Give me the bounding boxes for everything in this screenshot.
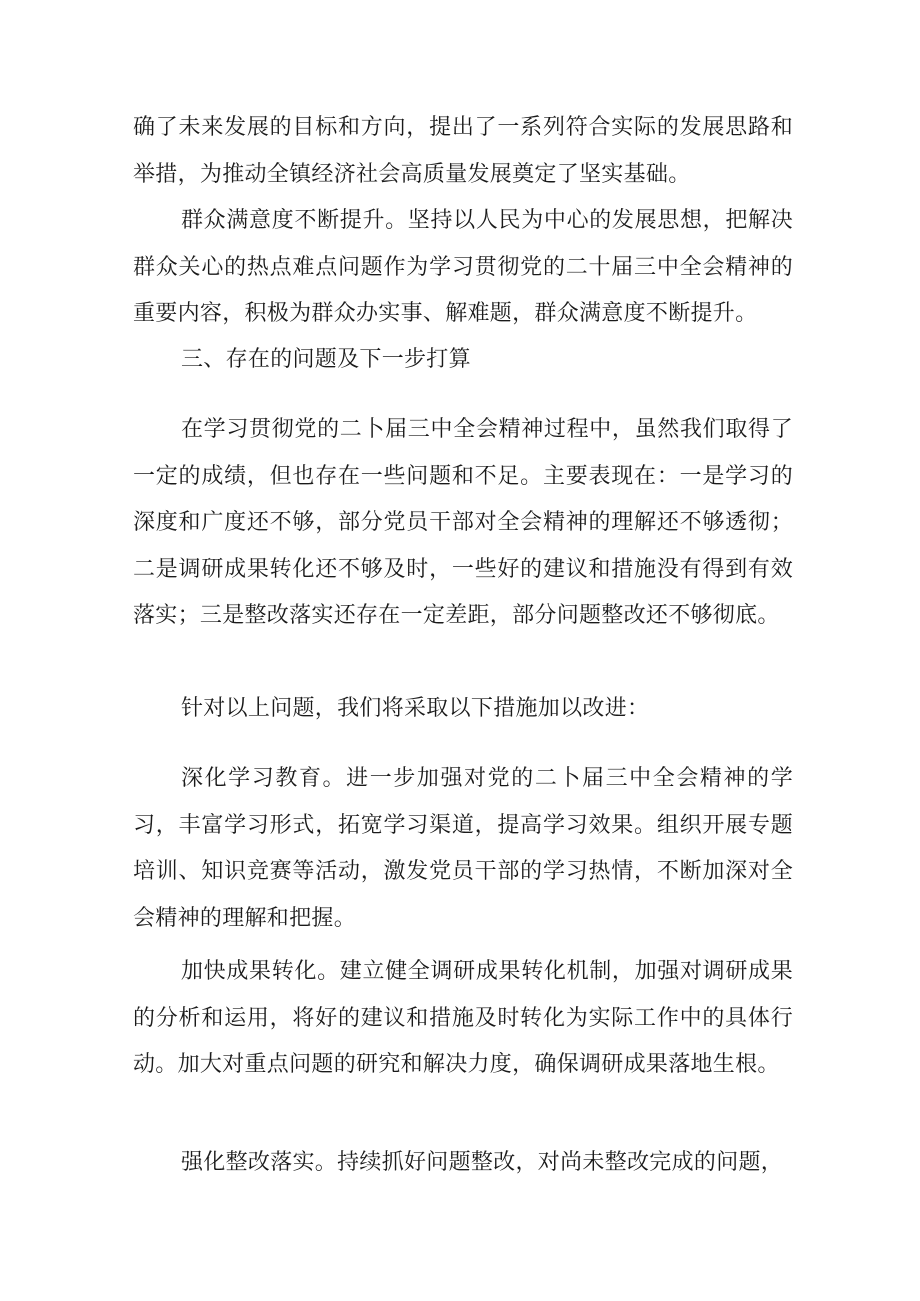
paragraph-deepen-learning: 深化学习教育。进一步加强对党的二卜届三中全会精神的学习，丰富学习形式，拓宽学习渠道，提高学习效果。组织开展专题培训、知识竞赛等活动，激发党员干部的学习热情，不断加深对全会精神的理解和把握。 xyxy=(133,766,793,931)
paragraph-measures-intro: 针对以上问题，我们将采取以下措施加以改进： xyxy=(181,696,650,721)
paragraph-satisfaction: 群众满意度不断提升。坚持以人民为中心的发展思想，把解决群众关心的热点难点问题作为学习贯彻党的二十届三中全会精神的重要内容，积极为群众办实事、解难题，群众满意度不断提升。 xyxy=(133,208,793,326)
paragraph-continuation: 确了未来发展的目标和方向，提出了一系列符合实际的发展思路和举措，为推动全镇经济社会高质量发展奠定了坚实基础。 xyxy=(133,115,793,187)
paragraph-problems: 在学习贯彻党的二卜届三中全会精神过程中，虽然我们取得了一定的成绩，但也存在一些问题和不足。主要表现在：一是学习的深度和广度还不够，部分党员干部对全会精神的理解还不够透彻；二是调研成果转化还不够及时，一些好的建议和措施没有得到有效落实；三是整改落实还存在一定差距，部分问题整改还不够彻底。 xyxy=(133,417,793,628)
paragraph-accelerate-transformation: 加快成果转化。建立健全调研成果转化机制，加强对调研成果的分析和运用，将好的建议和措施及时转化为实际工作中的具体行动。加大对重点问题的研究和解决力度，确保调研成果落地生根。 xyxy=(133,959,793,1077)
section-heading-problems: 三、存在的问题及下一步打算 xyxy=(181,347,471,372)
paragraph-strengthen-rectification: 强化整改落实。持续抓好问题整改，对尚未整改完成的问题， xyxy=(181,1150,784,1175)
